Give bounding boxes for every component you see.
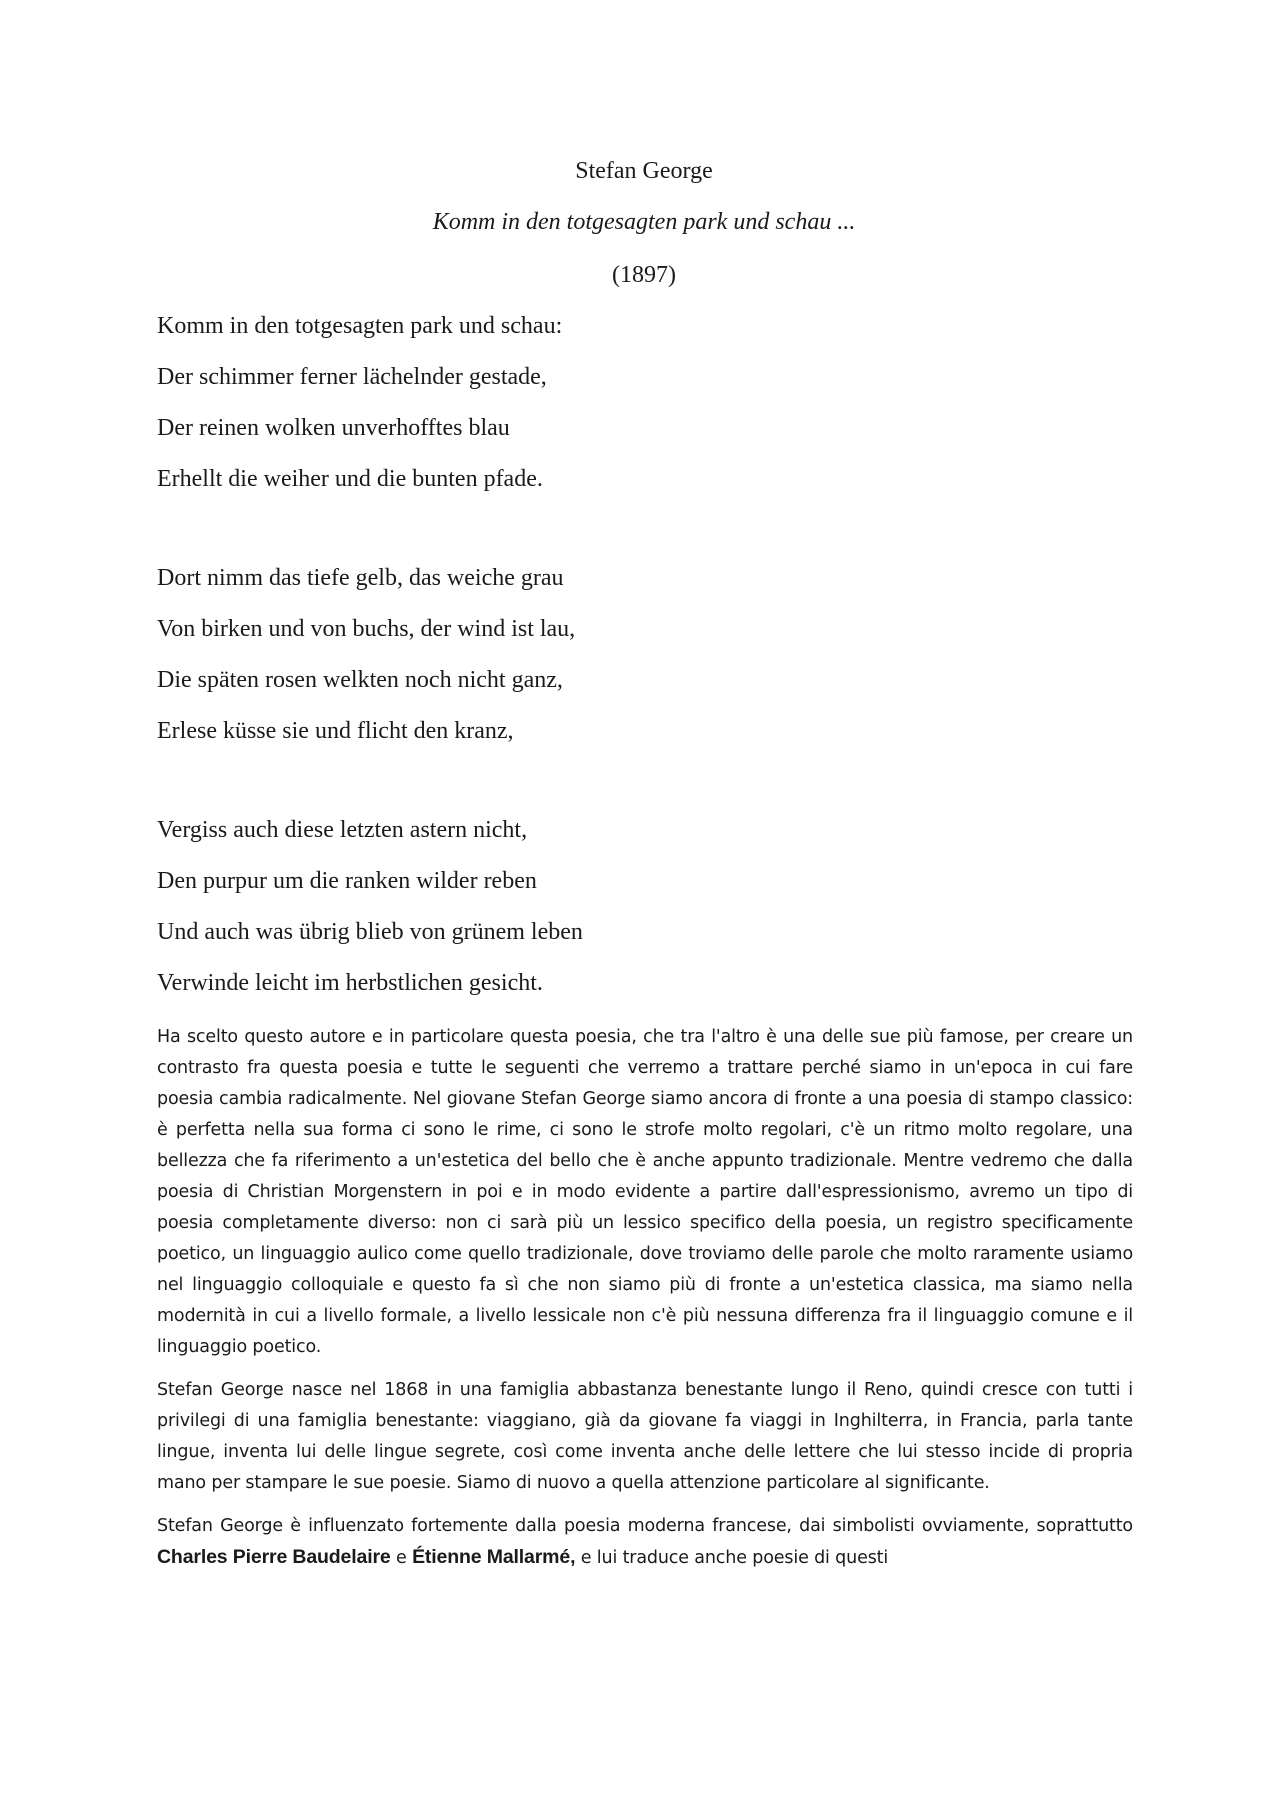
poem-body (157, 309, 1157, 1017)
poem-title: Komm in den totgesagten park und schau ... (432, 209, 856, 235)
verse-line: Der schimmer ferner lächelnder gestade, (157, 364, 547, 390)
verse-line: Der reinen wolken unverhofftes blau (157, 415, 510, 441)
stanza-1 (157, 309, 1157, 513)
commentary-paragraph-3 (157, 1511, 1133, 1574)
commentary-paragraph-1: Ha scelto questo autore e in particolare questa poesia, che tra l'altro è una delle sue più famose, per creare un contrasto fra questa poesia e tutte le seguenti che verremo a trattare perché siamo in un'epoca in cui fare poesia cambia radicalmente. Nel giovane Stefan George siamo ancora di fronte a una poesia di stampo classico: è perfetta nella sua forma ci sono le rime, ci sono le strofe molto regolari, c'è un ritmo molto regolare, una bellezza che fa riferimento a un'estetica del bello che è anche appunto tradizionale. Mentre vedremo che dalla poesia di Christian Morgenstern in poi e in modo evidente a partire dall'espressionismo, avremo un tipo di poesia completamente diverso: non ci sarà più un lessico specifico della poesia, un registro specificamente poetico, un linguaggio aulico come quello tradizionale, dove troviamo delle parole che molto raramente usiamo nel linguaggio colloquiale e questo fa sì che non siamo più di fronte a un'estetica classica, ma siamo nella modernità in cui a livello formale, a livello lessicale non c'è più nessuna differenza fra il linguaggio comune e il linguaggio poetico. (157, 1027, 1133, 1357)
poem-year: (1897) (612, 262, 676, 288)
verse-line: Den purpur um die ranken wilder reben (157, 868, 537, 894)
verse-line: Dort nimm das tiefe gelb, das weiche grau (157, 565, 564, 591)
paragraph-text: e (390, 1548, 413, 1568)
verse-line: Vergiss auch diese letzten astern nicht, (157, 817, 528, 843)
verse-line: Erlese küsse sie und flicht den kranz, (157, 718, 514, 744)
verse-line: Die späten rosen welkten noch nicht ganz, (157, 667, 563, 693)
verse-line: Und auch was übrig blieb von grünem leben (157, 919, 583, 945)
verse-line: Erhellt die weiher und die bunten pfade. (157, 466, 543, 492)
verse-line: Komm in den totgesagten park und schau: (157, 313, 563, 339)
stanza-3 (157, 813, 1157, 1017)
verse-line: Verwinde leicht im herbstlichen gesicht. (157, 970, 543, 996)
paragraph-text: Stefan George è influenzato fortemente dalla poesia moderna francese, dai simbolisti ovviamente, soprattutto (157, 1516, 1133, 1536)
name-mallarme: Étienne Mallarmé, (412, 1546, 576, 1568)
verse-line: Von birken und von buchs, der wind ist lau, (157, 616, 576, 642)
paragraph-text: e lui traduce anche poesie di questi (575, 1548, 889, 1568)
commentary (157, 1022, 1133, 1586)
poem-author: Stefan George (575, 158, 713, 184)
name-baudelaire: Charles Pierre Baudelaire (157, 1546, 391, 1568)
stanza-2 (157, 561, 1157, 765)
commentary-paragraph-2: Stefan George nasce nel 1868 in una famiglia abbastanza benestante lungo il Reno, quindi cresce con tutti i privilegi di una famiglia benestante: viaggiano, già da giovane fa viaggi in Inghilterra, in Francia, parla tante lingue, inventa lui delle lingue segrete, così come inventa anche delle lettere che lui stesso incide di propria mano per stampare le sue poesie. Siamo di nuovo a quella attenzione particolare al significante. (157, 1380, 1133, 1493)
